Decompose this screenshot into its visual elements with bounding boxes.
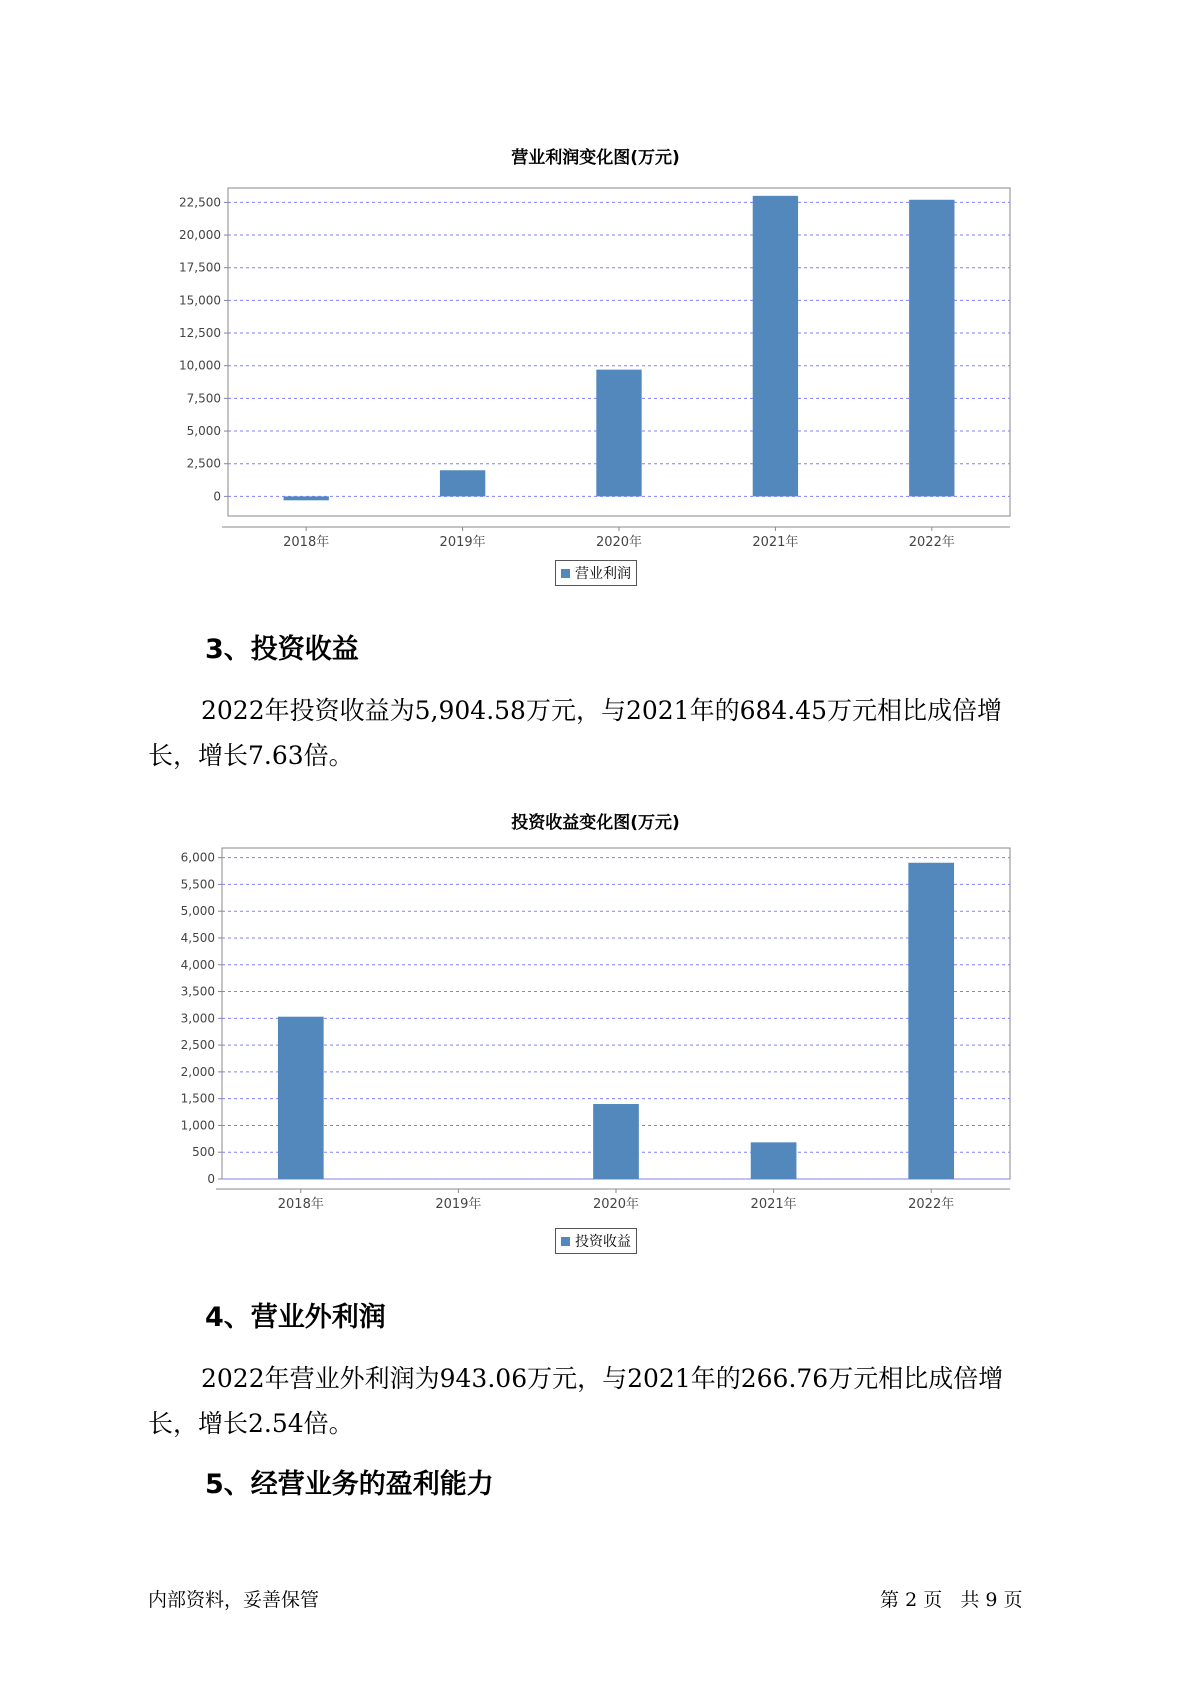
y-tick-label: 10,000	[179, 358, 221, 373]
y-tick-label: 500	[192, 1145, 215, 1160]
y-tick-label: 22,500	[179, 195, 221, 210]
bar-2022年	[908, 863, 954, 1179]
y-tick-label: 7,500	[186, 391, 221, 406]
y-tick-label: 5,500	[180, 877, 215, 892]
y-tick-label: 4,500	[180, 930, 215, 945]
y-tick-label: 15,000	[179, 293, 221, 308]
legend-label: 营业利润	[575, 566, 631, 582]
x-tick-label: 2020年	[592, 1197, 640, 1212]
y-tick-label: 0	[207, 1172, 215, 1186]
footer-confidential-note: 内部资料，妥善保管	[148, 1589, 320, 1611]
page-label-prefix: 第	[880, 1589, 900, 1611]
total-prefix: 共	[960, 1589, 980, 1611]
bar-2021年	[751, 1142, 797, 1179]
y-tick-label: 1,000	[180, 1118, 215, 1133]
paragraph-line: 长，增长7.63倍。	[148, 741, 354, 770]
page-number: 2	[905, 1589, 918, 1611]
page-label-mid: 页	[923, 1589, 943, 1611]
legend-swatch	[561, 1237, 570, 1246]
y-tick-label: 12,500	[179, 326, 221, 341]
x-tick-label: 2019年	[439, 535, 486, 550]
total-pages: 9	[985, 1589, 998, 1611]
section-3-heading: 3、投资收益	[205, 634, 359, 665]
section-4-heading: 4、营业外利润	[205, 1302, 386, 1333]
x-tick-label: 2018年	[277, 1197, 324, 1212]
y-tick-label: 17,500	[179, 260, 221, 275]
legend-label: 投资收益	[575, 1234, 631, 1250]
y-tick-label: 3,000	[180, 1011, 215, 1026]
x-tick-label: 2022年	[908, 535, 955, 550]
y-tick-label: 2,500	[180, 1038, 215, 1053]
x-tick-label: 2020年	[595, 535, 643, 550]
footer-page-info	[880, 1585, 1023, 1612]
y-tick-label: 6,000	[180, 850, 215, 865]
y-tick-label: 2,500	[186, 456, 221, 471]
section-4-paragraph	[148, 1356, 1048, 1446]
y-tick-label: 5,000	[186, 424, 221, 439]
y-tick-label: 2,000	[180, 1064, 215, 1079]
x-tick-label: 2022年	[908, 1197, 955, 1212]
x-tick-label: 2021年	[750, 1197, 797, 1212]
x-tick-label: 2021年	[752, 535, 799, 550]
y-tick-label: 3,500	[180, 984, 215, 999]
chart-title: 投资收益变化图(万元)	[511, 813, 680, 833]
bar-2020年	[593, 1104, 639, 1179]
y-tick-label: 20,000	[179, 228, 221, 243]
y-tick-label: 4,000	[180, 957, 215, 972]
paragraph-line: 2022年营业外利润为943.06万元，与2021年的266.76万元相比成倍增	[201, 1364, 1004, 1393]
bar-2018年	[278, 1017, 324, 1179]
paragraph-line: 长，增长2.54倍。	[148, 1409, 354, 1438]
total-suffix: 页	[1003, 1589, 1023, 1611]
y-tick-label: 0	[213, 489, 221, 504]
x-tick-label: 2018年	[283, 535, 330, 550]
chart-title: 营业利润变化图(万元)	[511, 148, 680, 168]
paragraph-line: 2022年投资收益为5,904.58万元，与2021年的684.45万元相比成倍增	[201, 696, 1003, 725]
section-5-heading: 5、经营业务的盈利能力	[205, 1469, 494, 1500]
x-tick-label: 2019年	[435, 1197, 482, 1212]
y-tick-label: 5,000	[180, 904, 215, 919]
y-tick-label: 1,500	[180, 1091, 215, 1106]
chart-legend	[555, 1228, 637, 1254]
